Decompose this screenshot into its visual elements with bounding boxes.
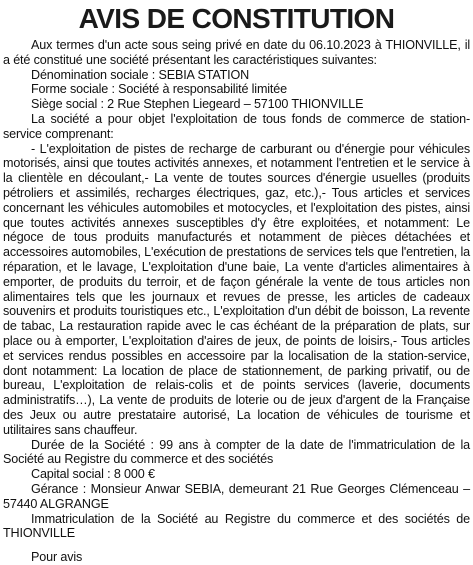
management-paragraph: Gérance : Monsieur Anwar SEBIA, demeurant 21 Rue Georges Clémenceau – 57440 ALGRANGE — [3, 481, 470, 511]
notice-body — [3, 38, 470, 565]
duration-paragraph: Durée de la Société : 99 ans à compter de la date de l'immatriculation de la Société au Registre du commerce et des sociétés — [3, 437, 470, 467]
closing-line: Pour avis — [31, 550, 83, 565]
spacer — [3, 541, 470, 550]
notice-title: AVIS DE CONSTITUTION — [78, 3, 395, 34]
share-capital-line: Capital social : 8 000 € — [31, 467, 155, 482]
purpose-intro-paragraph: La société a pour objet l'exploitation de tous fonds de commerce de station-service comprenant: — [3, 111, 470, 141]
denomination-line: Dénomination sociale : SEBIA STATION — [31, 67, 250, 82]
registration-paragraph: Immatriculation de la Société au Registre du commerce et des sociétés de THIONVILLE — [3, 511, 470, 541]
legal-form-line: Forme sociale : Société à responsabilité limitée — [31, 82, 287, 97]
intro-paragraph: Aux termes d'un acte sous seing privé en date du 06.10.2023 à THIONVILLE, il a été constitué une société présentant les caractéristiques suivantes: — [3, 38, 470, 67]
registered-office-line: Siège social : 2 Rue Stephen Liegeard – 57100 THIONVILLE — [31, 97, 364, 112]
purpose-detail-paragraph: - L'exploitation de pistes de recharge de carburant ou d'énergie pour véhicules motorisés, ainsi que toutes activités annexes, et notamment l'entretien et le service à la clientèle en découlant,- La vente de toutes sources d'énergie usuelles (produits pétroliers et assimilés, recharges électriques, gaz, etc.),- Tous articles et services concernant les véhicules automobiles et motocycles, et l'exploitation des pistes, ainsi que toutes activités annexes susceptibles d'y être exploitées, et notamment: Le négoce de tous produits manufacturés et notamment de pièces détachées et accessoires automobiles, L'exécution de prestations de services tels que l'entretien, la réparation, et le lavage, L'exploitation d'une baie, La vente d'articles alimentaires à emporter, de produits du terroir, et de façon générale la vente de tous articles non alimentaires tels que les journaux et revues de presse, les articles de cadeaux souvenirs et produits touristiques etc., L'exploitation d'un débit de boisson, La revente de tabac, La restauration rapide avec le cas échéant de la préparation de plats, sur place ou à emporter, L'exploitation d'aires de jeux, de points de loisirs,- Tous articles et services rendus possibles en accessoire par la localisation de la station-service, dont notamment: La location de place de stationnement, de parking privatif, ou de bureau, L'exploitation de relais-colis et de points services (laverie, documents administratifs…), La vente de produits de loterie ou de jeux d'argent de la Française des Jeux ou autre prestataire autorisé, La location de véhicules de tourisme et utilitaires sans chauffeur. — [3, 141, 470, 437]
